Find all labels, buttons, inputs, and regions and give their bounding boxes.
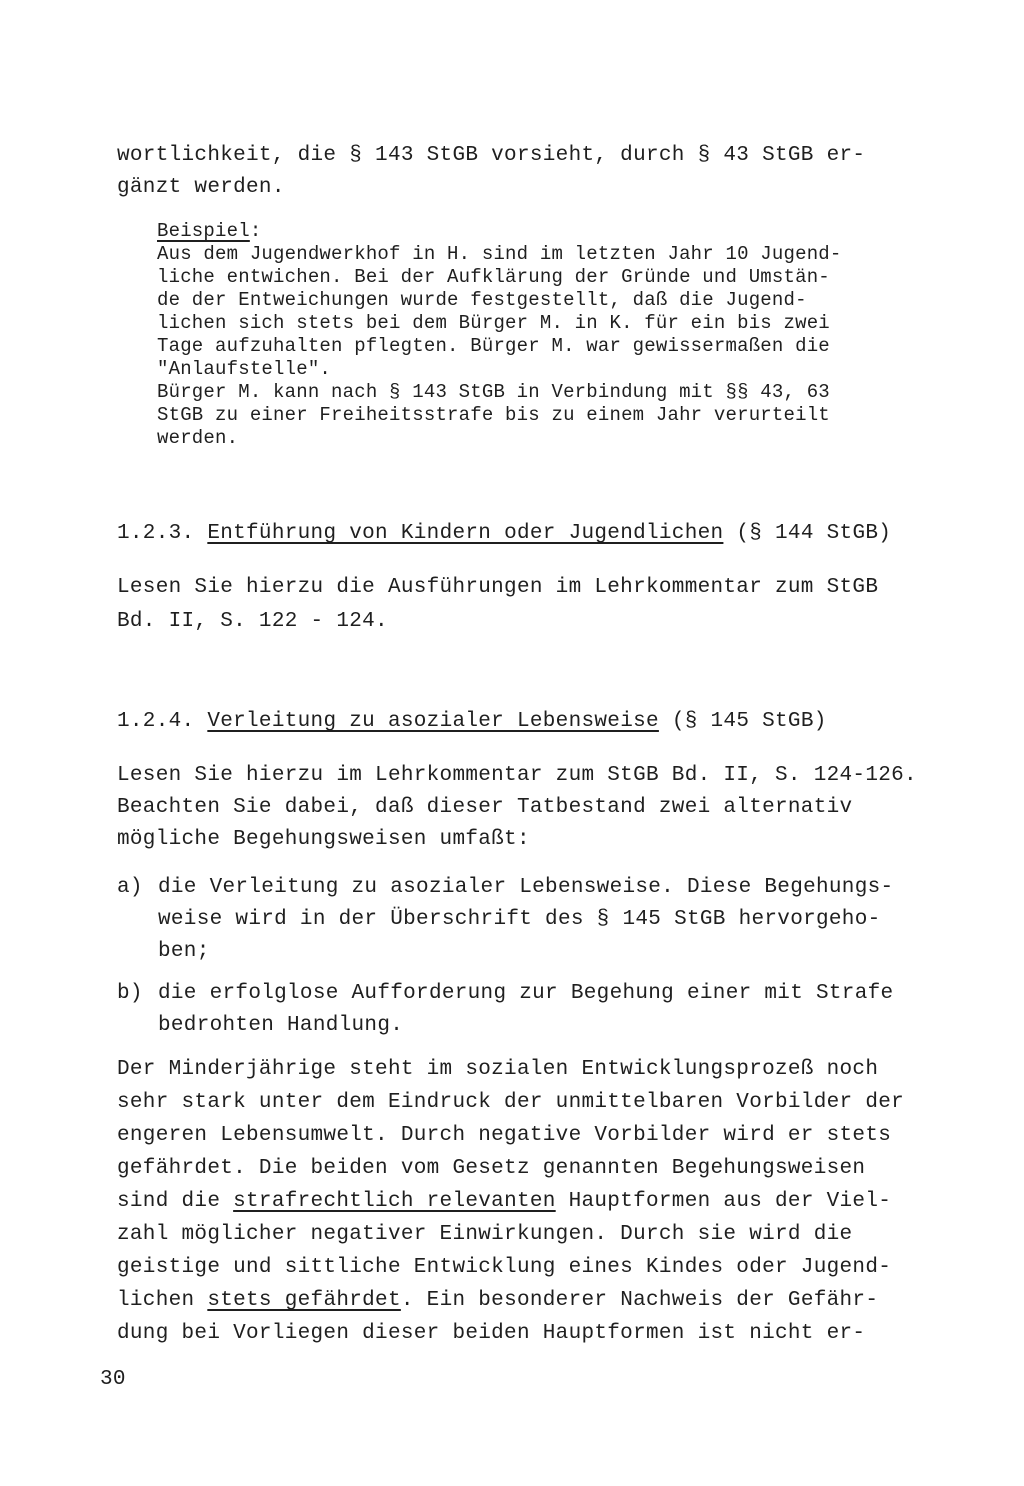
list-item-b-marker: b) [117, 982, 143, 1005]
example-line-4: lichen sich stets bei dem Bürger M. in K. für ein bis zwei [157, 312, 830, 334]
list-item-a-line-3: ben; [158, 940, 210, 963]
list-item-a-line-2: weise wird in der Überschrift des § 145 StGB hervorgeho- [158, 908, 881, 931]
section-reference: (§ 144 StGB) [736, 522, 892, 545]
list-item-a-marker: a) [117, 876, 143, 899]
list-item-b-line-2: bedrohten Handlung. [158, 1014, 404, 1037]
example-label-colon: : [249, 220, 262, 242]
example-line-9: werden. [157, 427, 239, 449]
example-heading [157, 220, 261, 243]
section-title: Verleitung zu asozialer Lebensweise [207, 710, 659, 733]
section-1-2-4-line-1: Lesen Sie hierzu im Lehrkommentar zum StGB Bd. II, S. 124-126. [117, 764, 917, 787]
section-1-2-3-line-1: Lesen Sie hierzu die Ausführungen im Lehrkommentar zum StGB [117, 576, 879, 599]
closing-line-5-start: sind die [117, 1190, 234, 1213]
example-line-1: Aus dem Jugendwerkhof in H. sind im letzten Jahr 10 Jugend- [157, 243, 842, 265]
closing-line-6: zahl möglicher negativer Einwirkungen. Durch sie wird die [117, 1223, 853, 1246]
example-line-3: de der Entweichungen wurde festgestellt, daß die Jugend- [157, 289, 807, 311]
closing-line-1: Der Minderjährige steht im sozialen Entwicklungsprozeß noch [117, 1058, 879, 1081]
section-reference: (§ 145 StGB) [671, 710, 827, 733]
section-heading-1-2-4 [117, 706, 827, 738]
example-line-6: "Anlaufstelle". [157, 358, 332, 380]
list-item-b-line-1: die erfolglose Aufforderung zur Begehung einer mit Strafe [158, 982, 894, 1005]
example-line-2: liche entwichen. Bei der Aufklärung der Gründe und Umstän- [157, 266, 830, 288]
closing-line-8-start: lichen [117, 1289, 208, 1312]
section-number: 1.2.3. [117, 522, 195, 545]
closing-line-9: dung bei Vorliegen dieser beiden Hauptformen ist nicht er- [117, 1322, 866, 1345]
intro-line-1: wortlichkeit, die § 143 StGB vorsieht, durch § 43 StGB er- [117, 144, 866, 167]
closing-line-5-end: Hauptformen aus der Viel- [555, 1190, 892, 1213]
emphasis-strafrechtlich-relevanten: strafrechtlich relevanten [233, 1190, 556, 1213]
closing-line-3: engeren Lebensumwelt. Durch negative Vorbilder wird er stets [117, 1124, 892, 1147]
closing-line-8 [117, 1285, 878, 1317]
section-1-2-3-line-2: Bd. II, S. 122 - 124. [117, 610, 388, 633]
section-number: 1.2.4. [117, 710, 195, 733]
emphasis-stets-gefaehrdet: stets gefährdet [207, 1289, 401, 1312]
page-number: 30 [100, 1368, 126, 1391]
example-line-7: Bürger M. kann nach § 143 StGB in Verbindung mit §§ 43, 63 [157, 381, 830, 403]
section-heading-1-2-3 [117, 518, 891, 550]
closing-line-8-end: . Ein besonderer Nachweis der Gefähr- [400, 1289, 879, 1312]
closing-line-7: geistige und sittliche Entwicklung eines Kindes oder Jugend- [117, 1256, 892, 1279]
closing-line-2: sehr stark unter dem Eindruck der unmittelbaren Vorbilder der [117, 1091, 905, 1114]
closing-line-5 [117, 1186, 891, 1218]
list-item-a-line-1: die Verleitung zu asozialer Lebensweise. Diese Begehungs- [158, 876, 894, 899]
intro-line-2: gänzt werden. [117, 176, 285, 199]
closing-line-4: gefährdet. Die beiden vom Gesetz genannten Begehungsweisen [117, 1157, 866, 1180]
example-line-8: StGB zu einer Freiheitsstrafe bis zu einem Jahr verurteilt [157, 404, 830, 426]
section-1-2-4-line-3: mögliche Begehungsweisen umfaßt: [117, 828, 530, 851]
section-title: Entführung von Kindern oder Jugendlichen [207, 522, 724, 545]
example-label: Beispiel [157, 220, 250, 242]
section-1-2-4-line-2: Beachten Sie dabei, daß dieser Tatbestand zwei alternativ [117, 796, 853, 819]
example-line-5: Tage aufzuhalten pflegten. Bürger M. war gewissermaßen die [157, 335, 830, 357]
